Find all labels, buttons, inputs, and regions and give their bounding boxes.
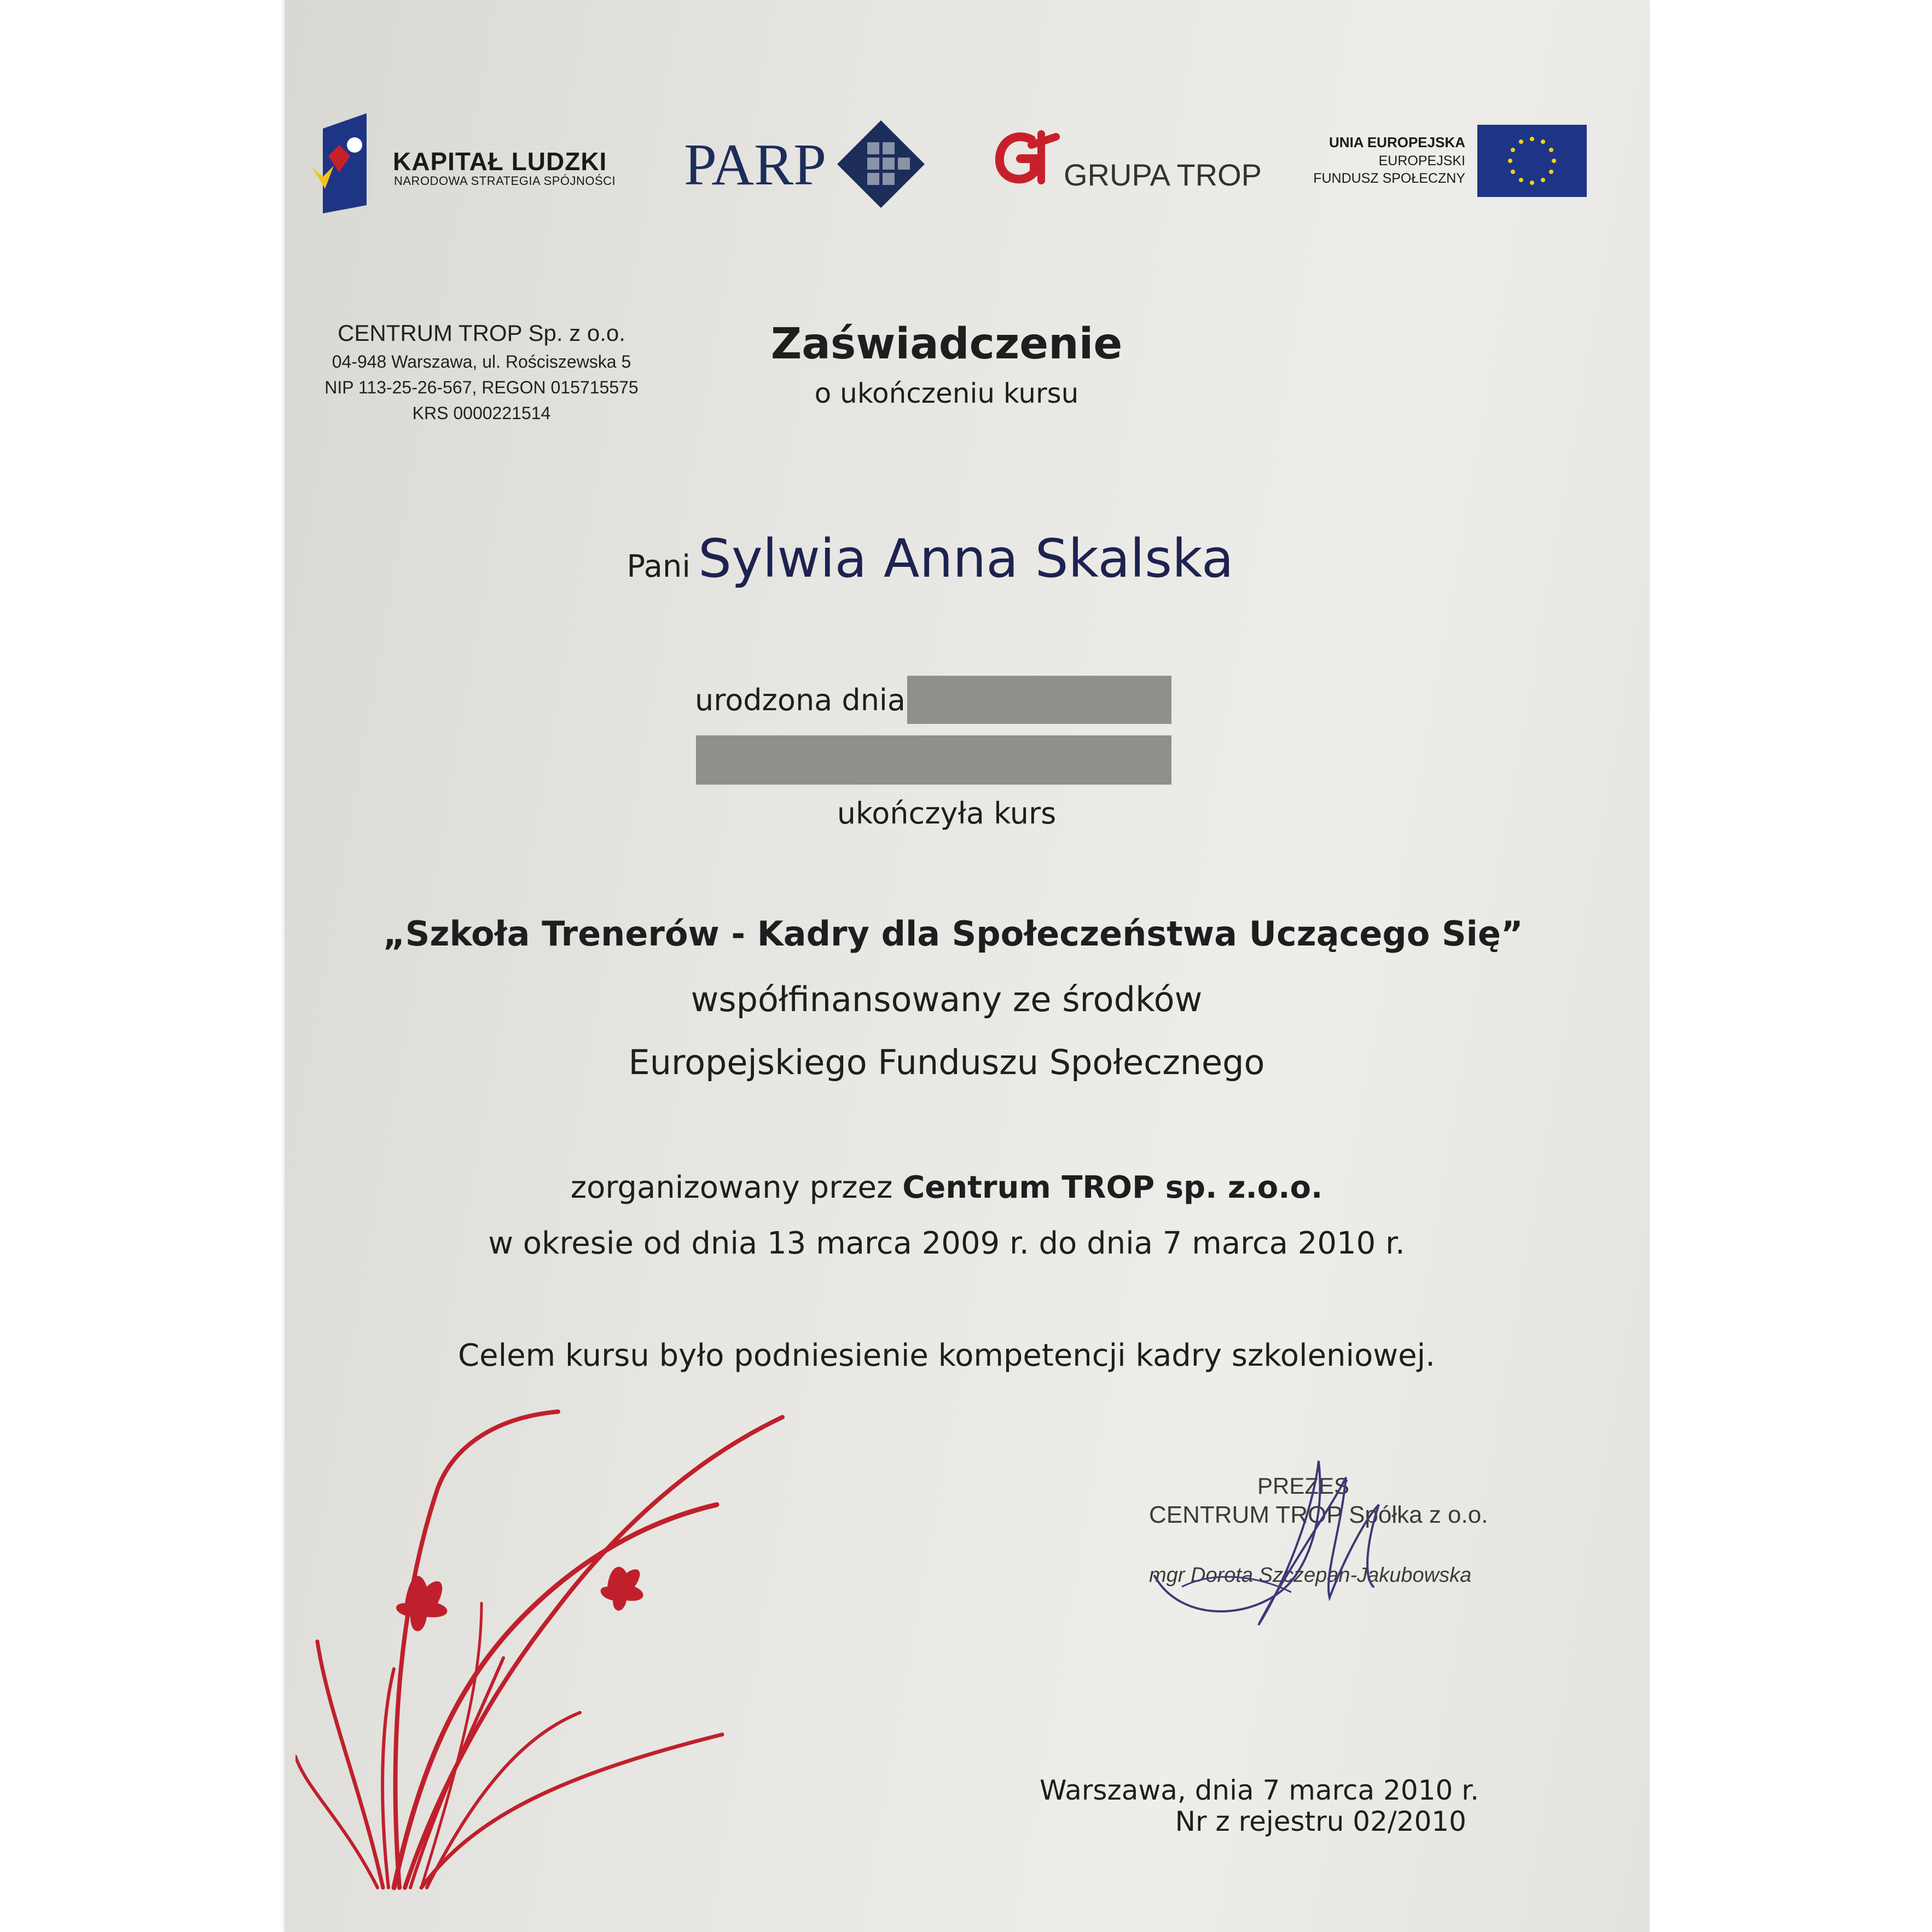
document-subtitle: o ukończeniu kursu — [814, 378, 1079, 409]
grupa-trop-emblem — [993, 120, 1064, 192]
kapital-ludzki-subtitle: NARODOWA STRATEGIA SPÓJNOŚCI — [394, 174, 616, 188]
issuer-address: 04-948 Warszawa, ul. Rościszewska 5 — [332, 352, 631, 372]
handwritten-signature — [1149, 1444, 1401, 1647]
issuer-tax-ids: NIP 113-25-26-567, REGON 015715575 — [324, 378, 639, 397]
eu-line2: FUNDUSZ SPOŁECZNY — [1313, 171, 1465, 186]
document-title: Zaświadczenie — [770, 320, 1123, 369]
parp-emblem — [837, 120, 925, 208]
grupa-trop-text: GRUPA TROP — [1064, 158, 1262, 192]
course-goal: Celem kursu było podniesienie kompetencji kadry szkoleniowej. — [458, 1338, 1435, 1373]
course-title: „Szkoła Trenerów - Kadry dla Społeczeństwa Uczącego Się” — [383, 914, 1523, 954]
recipient-row — [438, 528, 1423, 589]
eu-flag-icon — [1477, 125, 1587, 197]
organizer-name: Centrum TROP sp. z.o.o. — [902, 1170, 1323, 1205]
stamp-role: PREZES — [1257, 1473, 1350, 1499]
parp-logo-text: PARP — [684, 132, 827, 198]
birth-date-label: urodzona dnia — [695, 683, 906, 717]
redacted-birth-date — [907, 676, 1171, 724]
kapital-ludzki-emblem — [306, 112, 372, 213]
redacted-birth-place — [696, 735, 1171, 785]
organizer-prefix: zorganizowany przez — [570, 1170, 893, 1205]
orchid-illustration — [295, 1406, 815, 1899]
registry-number: Nr z rejestru 02/2010 — [1175, 1806, 1466, 1837]
course-period: w okresie od dnia 13 marca 2009 r. do dnia 7 marca 2010 r. — [488, 1226, 1405, 1261]
organizer-line — [383, 1170, 1510, 1205]
completed-label: ukończyła kurs — [837, 796, 1057, 831]
eu-line1: EUROPEJSKI — [1378, 153, 1465, 169]
cofinanced-line-2: Europejskiego Funduszu Społecznego — [628, 1042, 1265, 1082]
recipient-name: Sylwia Anna Skalska — [698, 528, 1234, 589]
kapital-ludzki-title: KAPITAŁ LUDZKI — [393, 147, 607, 176]
stamp-company: CENTRUM TROP Spółka z o.o. — [1149, 1501, 1488, 1528]
recipient-prefix: Pani — [626, 549, 691, 584]
issuer-krs: KRS 0000221514 — [412, 403, 551, 423]
stamp-person: mgr Dorota Szczepan-Jakubowska — [1149, 1564, 1472, 1587]
issuer-name: CENTRUM TROP Sp. z o.o. — [338, 320, 625, 346]
issue-place-date: Warszawa, dnia 7 marca 2010 r. — [1040, 1774, 1480, 1806]
cofinanced-line-1: współfinansowany ze środków — [691, 979, 1203, 1019]
eu-title: UNIA EUROPEJSKA — [1329, 134, 1465, 150]
